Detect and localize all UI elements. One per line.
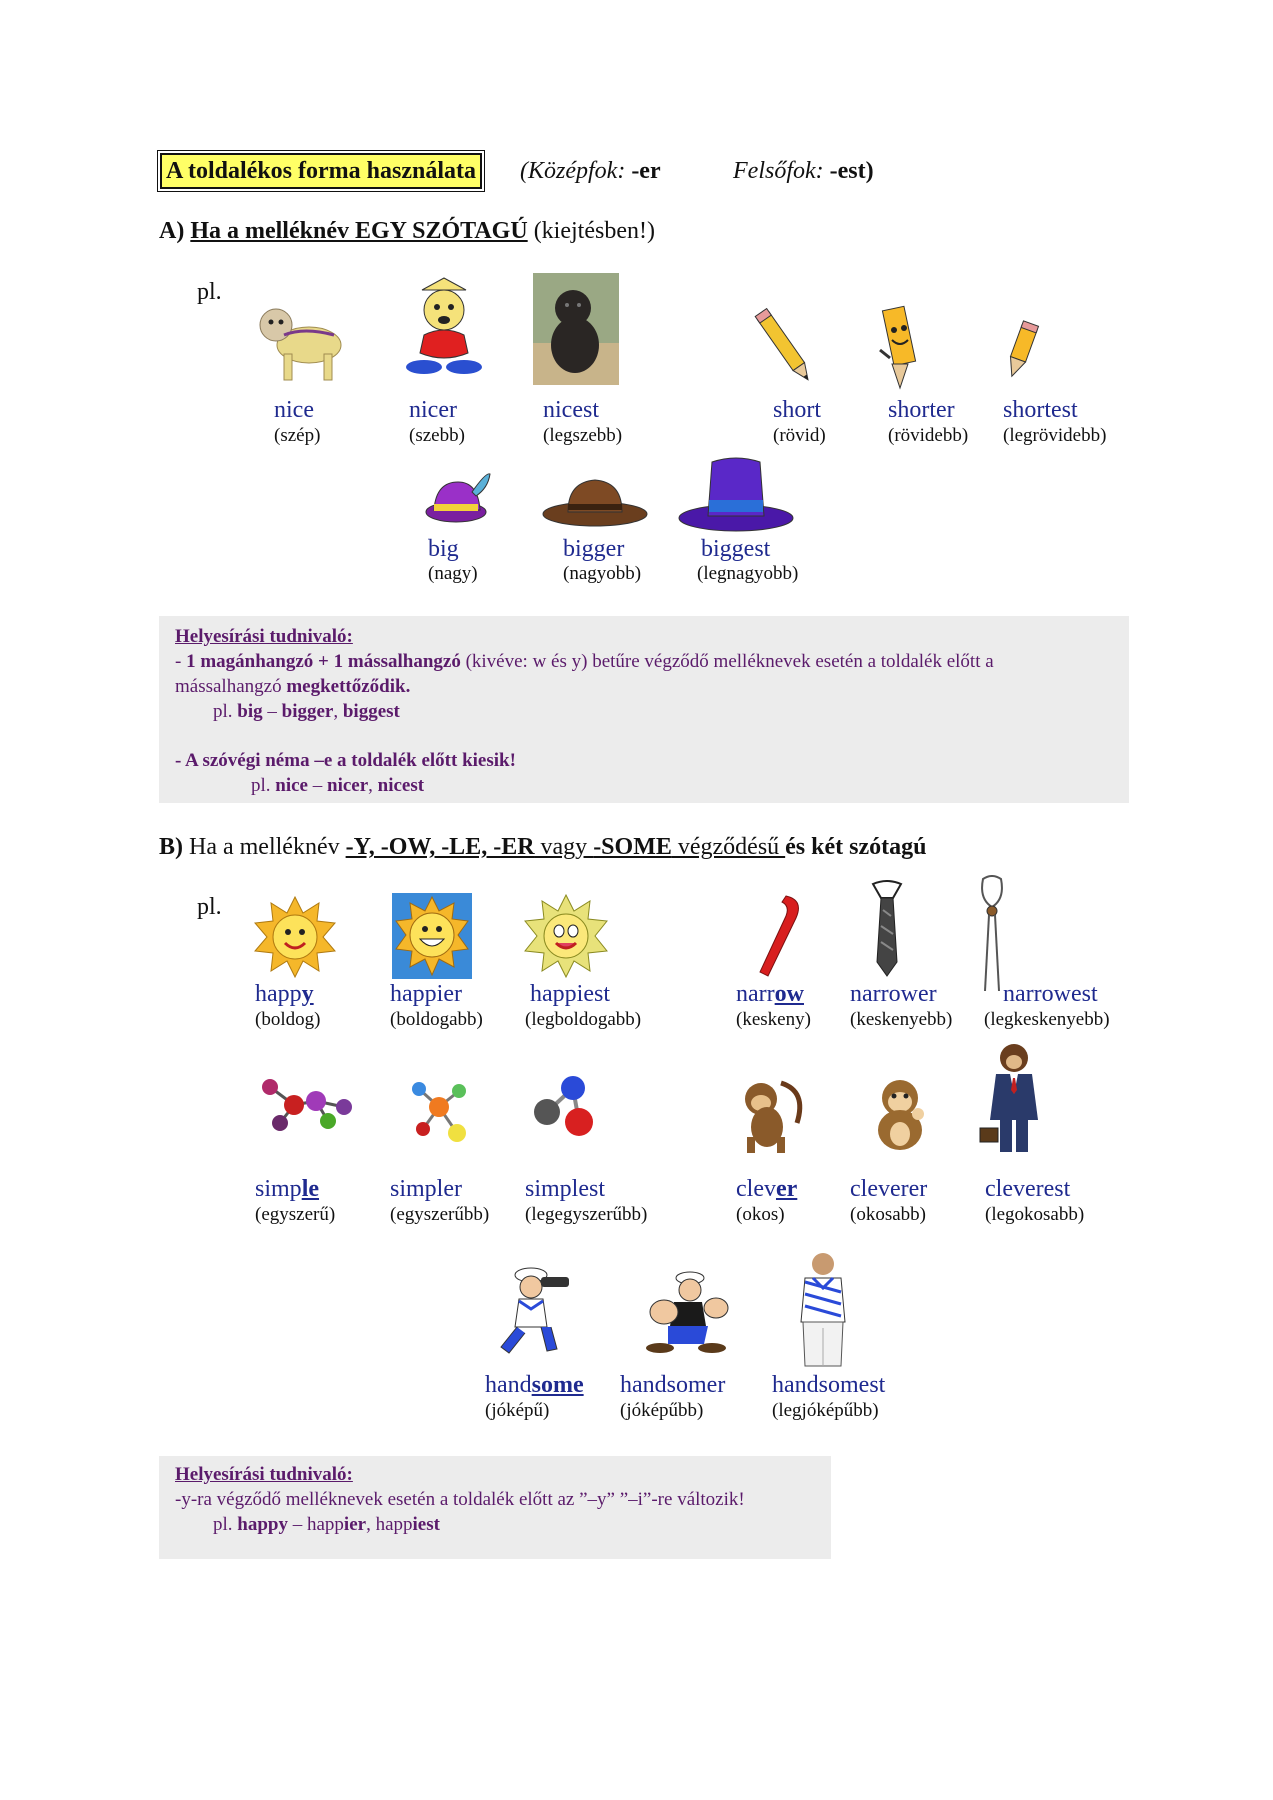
word-simpler: simpler xyxy=(390,1176,462,1202)
pencil-icon xyxy=(752,300,822,395)
note-a-example-2: pl. nice – nicer, nicest xyxy=(251,775,425,796)
dog-icon xyxy=(254,290,354,390)
word-happier: happier xyxy=(390,981,462,1007)
gloss-handsomer: (jóképűbb) xyxy=(620,1400,704,1421)
molecule-icon xyxy=(258,1075,356,1135)
word-short: short xyxy=(773,397,821,423)
monkey-icon xyxy=(733,1075,809,1155)
word-cleverer: cleverer xyxy=(850,1176,928,1202)
popeye-icon xyxy=(620,1268,732,1354)
laughing-sun-icon xyxy=(392,893,472,979)
gloss-clever: (okos) xyxy=(736,1204,785,1225)
molecule-small-icon xyxy=(407,1075,471,1145)
gloss-simpler: (egyszerűbb) xyxy=(390,1204,490,1225)
gloss-short: (rövid) xyxy=(773,425,826,446)
word-narrow: narrow xyxy=(736,981,804,1007)
top-hat-icon xyxy=(676,452,796,536)
gloss-handsome: (jóképű) xyxy=(485,1400,550,1421)
businessman-monkey-icon xyxy=(978,1040,1050,1158)
muscle-sailor-icon xyxy=(793,1250,853,1368)
word-bigger: bigger xyxy=(563,536,625,562)
note-a-heading: Helyesírási tudnivaló: xyxy=(175,626,353,647)
bolo-tie-icon xyxy=(975,875,1009,995)
comparative-hint: (Középfok: -er xyxy=(520,158,661,184)
word-big: big xyxy=(428,536,459,562)
note-a-rule-1: - 1 magánhangzó + 1 mássalhangzó (kivéve: w és y) betűre végződő melléknevek esetén a toldalék előtt a xyxy=(175,651,994,672)
section-a-pl: pl. xyxy=(197,279,222,305)
gloss-handsomest: (legjóképűbb) xyxy=(772,1400,879,1421)
section-a-heading: A) Ha a melléknév EGY SZÓTAGÚ (kiejtésben!) xyxy=(159,218,655,244)
pencil-character-icon xyxy=(870,300,930,395)
word-nicest: nicest xyxy=(543,397,599,423)
gloss-simplest: (legegyszerűbb) xyxy=(525,1204,648,1225)
gloss-shortest: (legrövidebb) xyxy=(1003,425,1107,446)
gloss-cleverer: (okosabb) xyxy=(850,1204,926,1225)
word-handsomer: handsomer xyxy=(620,1372,726,1398)
gloss-narrower: (keskenyebb) xyxy=(850,1009,953,1030)
necktie-icon xyxy=(865,880,909,980)
spelling-note-b xyxy=(159,1456,831,1559)
clown-dog-icon xyxy=(394,275,494,380)
gloss-happiest: (legboldogabb) xyxy=(525,1009,642,1030)
gloss-nicer: (szebb) xyxy=(409,425,465,446)
gloss-biggest: (legnagyobb) xyxy=(697,563,799,584)
gloss-shorter: (rövidebb) xyxy=(888,425,969,446)
note-a-rule-1-cont: mássalhangzó megkettőződik. xyxy=(175,676,411,697)
word-happiest: happiest xyxy=(530,981,610,1007)
spelling-note-a xyxy=(159,616,1129,803)
note-b-example: pl. happy – happier, happiest xyxy=(213,1514,440,1535)
word-narrower: narrower xyxy=(850,981,937,1007)
gloss-happy: (boldog) xyxy=(255,1009,321,1030)
word-handsomest: handsomest xyxy=(772,1372,886,1398)
word-shortest: shortest xyxy=(1003,397,1078,423)
word-narrowest: narrowest xyxy=(1003,981,1098,1007)
gloss-bigger: (nagyobb) xyxy=(563,563,642,584)
gloss-big: (nagy) xyxy=(428,563,478,584)
word-clever: clever xyxy=(736,1176,798,1202)
superlative-hint: Felsőfok: -est) xyxy=(733,158,874,184)
gloss-simple: (egyszerű) xyxy=(255,1204,336,1225)
small-dog-photo xyxy=(533,273,619,385)
word-nicer: nicer xyxy=(409,397,457,423)
small-hat-icon xyxy=(422,468,494,530)
word-happy: happy xyxy=(255,981,314,1007)
note-a-rule-2: - A szóvégi néma –e a toldalék előtt kiesik! xyxy=(175,750,516,771)
page-title: A toldalékos forma használata xyxy=(160,153,482,189)
gloss-narrow: (keskeny) xyxy=(736,1009,811,1030)
gloss-nice: (szép) xyxy=(274,425,321,446)
word-simple: simple xyxy=(255,1176,320,1202)
gloss-narrowest: (legkeskenyebb) xyxy=(984,1009,1110,1030)
word-biggest: biggest xyxy=(701,536,771,562)
grinning-sun-icon xyxy=(523,893,609,979)
brown-hat-icon xyxy=(540,470,650,532)
gloss-nicest: (legszebb) xyxy=(543,425,623,446)
monkey-thinking-icon xyxy=(860,1072,940,1156)
note-b-rule: -y-ra végződő melléknevek esetén a toldalék előtt az ”–y” ”–i”-re változik! xyxy=(175,1489,745,1510)
word-shorter: shorter xyxy=(888,397,955,423)
word-handsome: handsome xyxy=(485,1372,584,1398)
short-pencil-icon xyxy=(996,318,1046,390)
note-b-heading: Helyesírási tudnivaló: xyxy=(175,1464,353,1485)
note-a-example-1: pl. big – bigger, biggest xyxy=(213,701,400,722)
sailor-icon xyxy=(483,1263,575,1359)
gloss-happier: (boldogabb) xyxy=(390,1009,483,1030)
red-ribbon-icon xyxy=(746,892,806,982)
word-cleverest: cleverest xyxy=(985,1176,1071,1202)
section-b-pl: pl. xyxy=(197,894,222,920)
word-simplest: simplest xyxy=(525,1176,606,1202)
gloss-cleverest: (legokosabb) xyxy=(985,1204,1085,1225)
sun-icon xyxy=(253,895,337,979)
section-b-heading: B) Ha a melléknév -Y, -OW, -LE, -ER vagy -SOME végződésű és két szótagú xyxy=(159,834,927,860)
molecule-simple-icon xyxy=(527,1072,599,1144)
word-nice: nice xyxy=(274,397,314,423)
